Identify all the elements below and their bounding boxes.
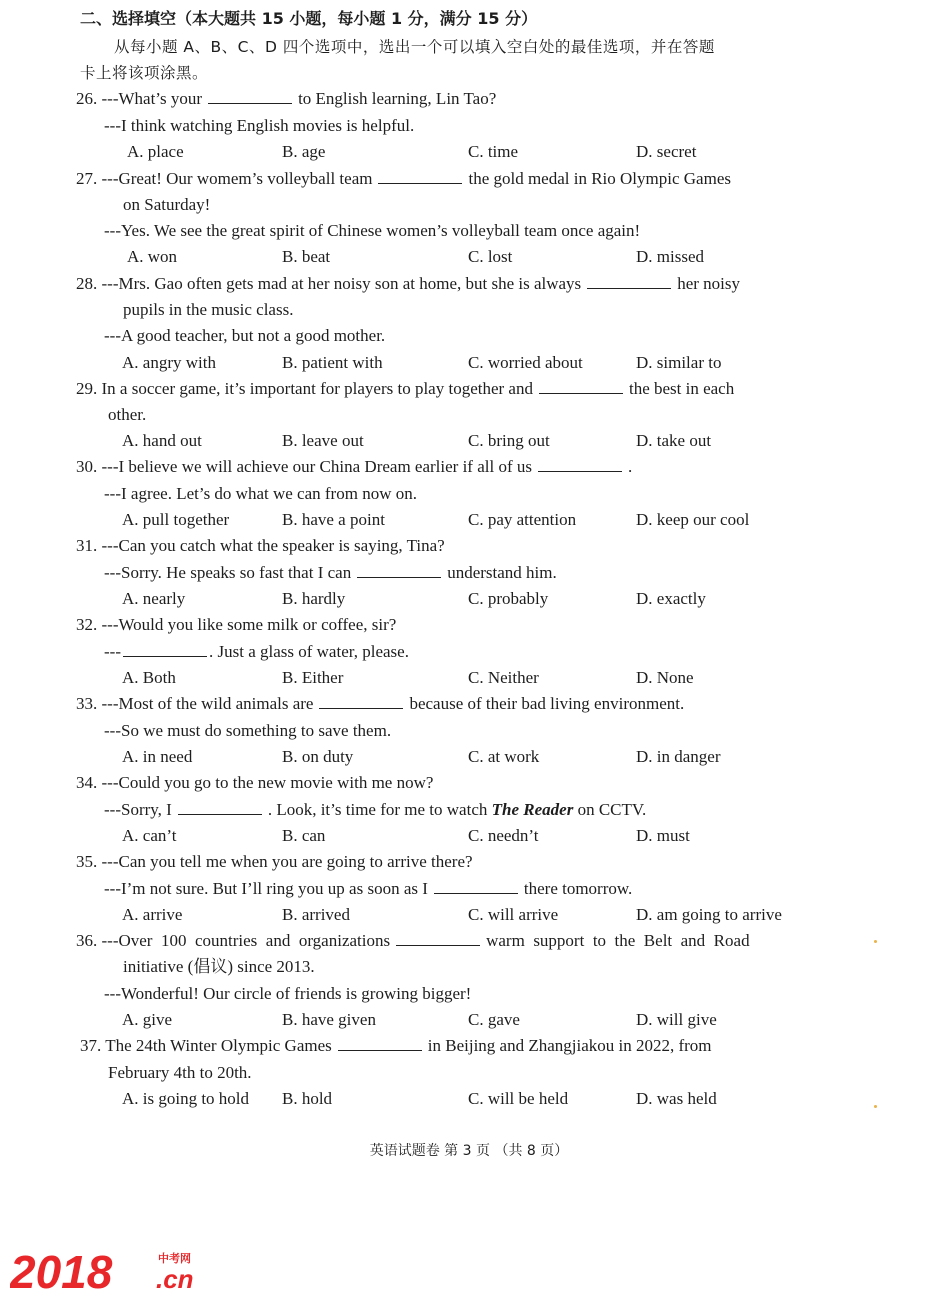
option-d[interactable]: D. missed: [636, 247, 704, 266]
question-32-options: [0, 667, 938, 689]
option-d[interactable]: D. keep our cool: [636, 510, 750, 529]
option-c[interactable]: C. lost: [468, 247, 513, 266]
question-37-stem: 37. The 24th Winter Olympic Games in Beijing and Zhangjiakou in 2022, from: [80, 1036, 712, 1055]
question-36-options: [0, 1009, 938, 1031]
option-a[interactable]: A. in need: [122, 747, 193, 766]
question-31-options: [0, 588, 938, 610]
option-d[interactable]: D. take out: [636, 431, 712, 450]
question-27-stem: 27. ---Great! Our womem’s volleyball team the gold medal in Rio Olympic Games: [76, 169, 731, 188]
question-30-stem: 30. ---I believe we will achieve our China Dream earlier if all of us .: [76, 457, 633, 476]
question-35-stem: 35. ---Can you tell me when you are going to arrive there?: [76, 852, 473, 871]
scan-speck: [874, 1105, 877, 1108]
answer-blank: [357, 563, 441, 578]
answer-blank: [538, 457, 622, 472]
option-b[interactable]: B. have a point: [282, 510, 385, 529]
question-36-reply: ---Wonderful! Our circle of friends is growing bigger!: [104, 984, 472, 1003]
option-c[interactable]: C. needn’t: [468, 826, 539, 845]
page-footer: 英语试题卷 第 3 页 （共 8 页）: [369, 1143, 569, 1159]
question-34-stem: 34. ---Could you go to the new movie with me now?: [76, 773, 434, 792]
question-34-options: [0, 825, 938, 847]
option-c[interactable]: C. will arrive: [468, 905, 559, 924]
option-d[interactable]: D. None: [636, 668, 694, 687]
option-d[interactable]: D. exactly: [636, 589, 706, 608]
option-a[interactable]: A. give: [122, 1010, 173, 1029]
question-30-reply: ---I agree. Let’s do what we can from now on.: [104, 484, 417, 503]
question-35-options: [0, 904, 938, 926]
answer-blank: [539, 379, 623, 394]
question-33-options: [0, 746, 938, 768]
option-a[interactable]: A. Both: [122, 668, 176, 687]
question-33-stem: 33. ---Most of the wild animals are because of their bad living environment.: [76, 694, 685, 713]
option-b[interactable]: B. on duty: [282, 747, 354, 766]
question-27-stem-cont: on Saturday!: [123, 195, 211, 214]
option-d[interactable]: D. will give: [636, 1010, 717, 1029]
question-29-stem-cont: other.: [108, 405, 147, 424]
question-36-stem: 36. ---Over 100 countries and organizations warm support to the Belt and Road: [76, 931, 750, 950]
watermark-small: 中考网: [158, 1252, 191, 1265]
section-heading: 二、选择填空（本大题共 15 小题，每小题 1 分，满分 15 分）: [80, 9, 538, 28]
question-33-reply: ---So we must do something to save them.: [104, 721, 392, 740]
option-d[interactable]: D. must: [636, 826, 690, 845]
question-26-reply: ---I think watching English movies is helpful.: [104, 116, 415, 135]
question-30-options: [0, 509, 938, 531]
option-d[interactable]: D. in danger: [636, 747, 721, 766]
option-c[interactable]: C. worried about: [468, 353, 583, 372]
question-34-reply: ---Sorry, I . Look, it’s time for me to watch The Reader on CCTV.: [104, 800, 647, 819]
option-a[interactable]: A. pull together: [122, 510, 230, 529]
question-28-stem: 28. ---Mrs. Gao often gets mad at her noisy son at home, but she is always her noisy: [76, 274, 740, 293]
option-a[interactable]: A. won: [127, 247, 178, 266]
option-c[interactable]: C. gave: [468, 1010, 520, 1029]
answer-blank: [587, 274, 671, 289]
option-d[interactable]: D. am going to arrive: [636, 905, 782, 924]
option-b[interactable]: B. have given: [282, 1010, 376, 1029]
option-b[interactable]: B. hardly: [282, 589, 346, 608]
option-a[interactable]: A. hand out: [122, 431, 202, 450]
option-c[interactable]: C. probably: [468, 589, 549, 608]
question-27-options: [0, 246, 938, 268]
answer-blank: [434, 879, 518, 894]
question-28-stem-cont: pupils in the music class.: [123, 300, 294, 319]
question-32-reply: --- . Just a glass of water, please.: [104, 642, 409, 661]
option-a[interactable]: A. is going to hold: [122, 1089, 250, 1108]
option-c[interactable]: C. will be held: [468, 1089, 569, 1108]
option-a[interactable]: A. place: [127, 142, 184, 161]
option-b[interactable]: B. leave out: [282, 431, 364, 450]
question-26-stem: 26. ---What’s your to English learning, Lin Tao?: [76, 89, 497, 108]
question-37-options: [0, 1088, 938, 1110]
option-b[interactable]: B. patient with: [282, 353, 383, 372]
answer-blank: [338, 1036, 422, 1051]
question-29-options: [0, 430, 938, 452]
question-27-reply: ---Yes. We see the great spirit of Chinese women’s volleyball team once again!: [104, 221, 641, 240]
question-26-options: [0, 141, 938, 163]
option-b[interactable]: B. arrived: [282, 905, 350, 924]
option-c[interactable]: C. bring out: [468, 431, 550, 450]
question-35-reply: ---I’m not sure. But I’ll ring you up as soon as I there tomorrow.: [104, 879, 633, 898]
option-c[interactable]: C. at work: [468, 747, 540, 766]
answer-blank: [178, 800, 262, 815]
option-d[interactable]: D. secret: [636, 142, 697, 161]
answer-blank: [123, 642, 207, 657]
site-watermark-logo: [10, 1246, 210, 1294]
option-c[interactable]: C. Neither: [468, 668, 539, 687]
option-b[interactable]: B. Either: [282, 668, 344, 687]
option-d[interactable]: D. was held: [636, 1089, 717, 1108]
option-a[interactable]: A. can’t: [122, 826, 177, 845]
option-b[interactable]: B. hold: [282, 1089, 333, 1108]
question-28-options: [0, 352, 938, 374]
option-b[interactable]: B. can: [282, 826, 326, 845]
option-c[interactable]: C. time: [468, 142, 519, 161]
question-32-stem: 32. ---Would you like some milk or coffee, sir?: [76, 615, 397, 634]
instruction-line-1: 从每小题 A、B、C、D 四个选项中，选出一个可以填入空白处的最佳选项，并在答题: [114, 38, 715, 56]
watermark-brand: 2018: [10, 1246, 113, 1294]
option-a[interactable]: A. angry with: [122, 353, 216, 372]
option-a[interactable]: A. nearly: [122, 589, 186, 608]
watermark-domain: .cn: [156, 1264, 194, 1294]
option-a[interactable]: A. arrive: [122, 905, 183, 924]
question-36-stem-cont: initiative (倡议) since 2013.: [123, 957, 315, 976]
option-c[interactable]: C. pay attention: [468, 510, 577, 529]
option-b[interactable]: B. beat: [282, 247, 331, 266]
option-d[interactable]: D. similar to: [636, 353, 722, 372]
scan-speck: [874, 940, 877, 943]
answer-blank: [396, 931, 480, 946]
question-29-stem: 29. In a soccer game, it’s important for players to play together and the best in each: [76, 379, 735, 398]
question-31-reply: ---Sorry. He speaks so fast that I can understand him.: [104, 563, 557, 582]
answer-blank: [208, 89, 292, 104]
answer-blank: [378, 169, 462, 184]
option-b[interactable]: B. age: [282, 142, 326, 161]
question-28-reply: ---A good teacher, but not a good mother.: [104, 326, 386, 345]
question-31-stem: 31. ---Can you catch what the speaker is saying, Tina?: [76, 536, 445, 555]
instruction-line-2: 卡上将该项涂黑。: [80, 64, 209, 82]
question-37-stem-cont: February 4th to 20th.: [108, 1063, 252, 1082]
answer-blank: [319, 694, 403, 709]
